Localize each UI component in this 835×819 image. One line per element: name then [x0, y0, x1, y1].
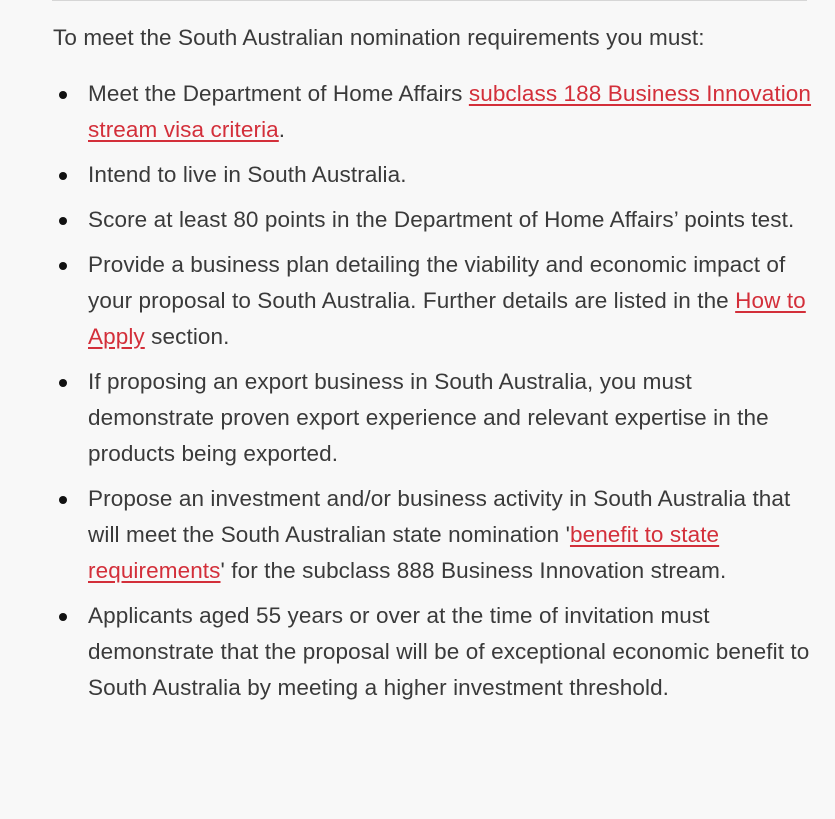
list-item: [53, 364, 813, 472]
subclass-188-criteria-link[interactable]: subclass 188 Business Innovation stream visa criteria: [88, 81, 812, 142]
list-item: [53, 202, 813, 238]
item-text: Propose an investment and/or business activity in South Australia that will meet the South Australian state nomination ': [88, 486, 791, 547]
bullet-icon: [59, 379, 67, 387]
bullet-icon: [59, 496, 67, 504]
bullet-icon: [59, 613, 67, 621]
bullet-icon: [59, 217, 67, 225]
list-item: [53, 76, 813, 148]
bullet-icon: [59, 172, 67, 180]
top-divider: [52, 0, 807, 1]
benefit-to-state-link[interactable]: benefit to state requirements: [88, 522, 720, 583]
bullet-icon: [59, 91, 67, 99]
item-text: .: [278, 117, 286, 142]
item-text: Applicants aged 55 years or over at the time of invitation must demonstrate that the proposal will be of exceptional economic benefit to South Australia by meeting a higher investment threshold.: [88, 603, 810, 700]
item-text: Provide a business plan detailing the viability and economic impact of your proposal to South Australia. Further details are listed in the: [88, 252, 786, 313]
bullet-icon: [59, 262, 67, 270]
item-text: ' for the subclass 888 Business Innovation stream.: [220, 558, 727, 583]
item-text: Meet the Department of Home Affairs: [88, 81, 469, 106]
intro-text: To meet the South Australian nomination requirements you must:: [53, 25, 705, 50]
list-item: [53, 157, 813, 193]
item-text: Score at least 80 points in the Department of Home Affairs’ points test.: [88, 207, 795, 232]
item-text: Intend to live in South Australia.: [88, 162, 407, 187]
item-text: section.: [144, 324, 230, 349]
list-item: [53, 247, 813, 355]
how-to-apply-link[interactable]: How to Apply: [88, 288, 806, 349]
requirements-section: [53, 20, 813, 715]
requirements-list: [53, 76, 813, 706]
list-item: [53, 481, 813, 589]
item-text: If proposing an export business in South Australia, you must demonstrate proven export experience and relevant expertise in the products being exported.: [88, 369, 769, 466]
list-item: [53, 598, 813, 706]
